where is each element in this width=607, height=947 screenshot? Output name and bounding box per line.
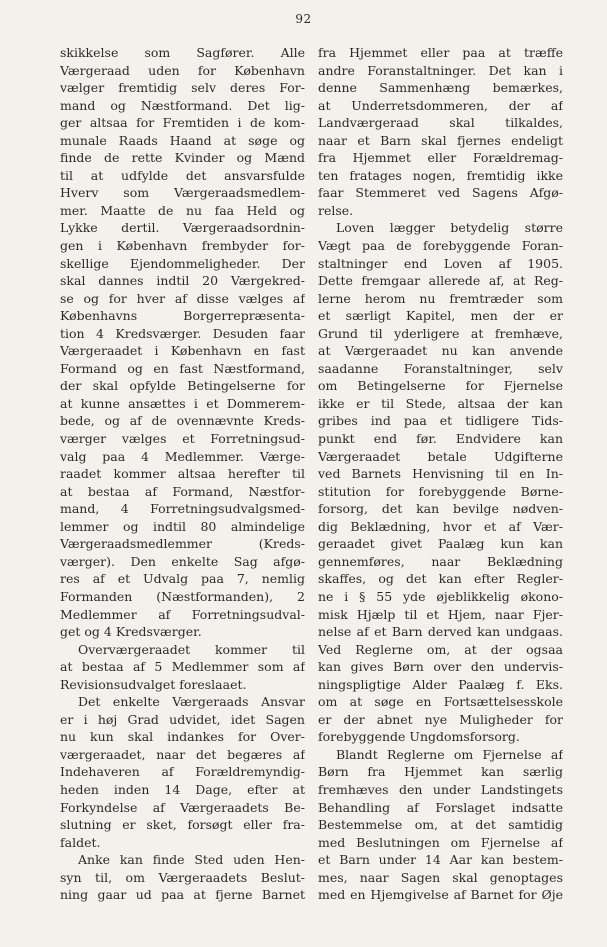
text-line: finde de rette Kvinder og Mænd	[60, 150, 305, 166]
text-line: fra Hjemmet eller Forældremag-	[318, 150, 563, 166]
text-line: staltninger end Loven af 1905.	[318, 255, 563, 271]
text-line: Formand og en fast Næstformand,	[60, 360, 305, 376]
text-line: er i høj Grad udvidet, idet Sagen	[60, 711, 305, 727]
text-line: Værgeraadet betale Udgifterne	[318, 448, 563, 464]
left-text-column	[60, 44, 305, 904]
text-line: Værgeraadet i København en fast	[60, 343, 305, 359]
text-line: Formanden (Næstformanden), 2	[60, 588, 305, 604]
text-line: mand og Næstformand. Det lig-	[60, 97, 305, 113]
text-line: stitution for forebyggende Børne-	[318, 483, 563, 499]
text-line: Landværgeraad skal tilkaldes,	[318, 115, 563, 131]
text-line: tion 4 Kredsværger. Desuden faar	[60, 325, 305, 341]
text-line: et særligt Kapitel, men der er	[318, 308, 563, 324]
text-line: at bestaa af 5 Medlemmer som af	[60, 659, 305, 675]
text-line: naar et Barn skal fjernes endeligt	[318, 132, 563, 148]
text-line: gen i København frembyder for-	[60, 238, 305, 254]
text-line: punkt end før. Endvidere kan	[318, 431, 563, 447]
text-line: ne i § 55 yde øjeblikkelig økono-	[318, 588, 563, 604]
text-line: Ved Reglerne om, at der ogsaa	[318, 641, 563, 657]
text-line: lemmer og indtil 80 almindelige	[60, 518, 305, 534]
text-line: Københavns Borgerrepræsenta-	[60, 308, 305, 324]
text-line: at Underretsdommeren, der af	[318, 97, 563, 113]
text-line: bede, og af de ovennævnte Kreds-	[60, 413, 305, 429]
text-line: nu kun skal indankes for Over-	[60, 729, 305, 745]
text-line: heden inden 14 Dage, efter at	[60, 781, 305, 797]
text-line: at Værgeraadet nu kan anvende	[318, 343, 563, 359]
text-line: ningspligtige Alder Paalæg f. Eks.	[318, 676, 563, 692]
text-line: Loven lægger betydelig større	[336, 220, 563, 236]
text-line: Børn fra Hjemmet kan særlig	[318, 764, 563, 780]
text-line: fremhæves den under Landstingets	[318, 781, 563, 797]
text-line: Indehaveren af Forældremyndig-	[60, 764, 305, 780]
text-line: Forkyndelse af Værgeraadets Be-	[60, 799, 305, 815]
text-line: Revisionsudvalget foreslaaet.	[60, 676, 247, 692]
text-line: med Beslutningen om Fjernelse af	[318, 834, 563, 850]
text-line: skellige Ejendommeligheder. Der	[60, 255, 305, 271]
text-line: Overværgeraadet kommer til	[78, 641, 305, 657]
text-line: at bestaa af Formand, Næstfor-	[60, 483, 305, 499]
text-line: mer. Maatte de nu faa Held og	[60, 202, 305, 218]
text-line: misk Hjælp til et Hjem, naar Fjer-	[318, 606, 563, 622]
text-line: med en Hjemgivelse af Barnet for Øje	[318, 887, 563, 903]
text-line: mand, 4 Forretningsudvalgsmed-	[60, 501, 305, 517]
text-line: gribes ind paa et tidligere Tids-	[318, 413, 563, 429]
text-line: værger vælges et Forretningsud-	[60, 431, 305, 447]
text-line: er der abnet nye Muligheder for	[318, 711, 563, 727]
text-line: gennemføres, naar Beklædning	[318, 553, 563, 569]
text-line: ning gaar ud paa at fjerne Barnet	[60, 887, 305, 903]
text-line: skikkelse som Sagfører. Alle	[60, 45, 305, 60]
text-line: Det enkelte Værgeraads Ansvar	[78, 694, 305, 710]
text-line: Anke kan finde Sted uden Hen-	[78, 852, 305, 868]
text-line: lerne herom nu fremtræder som	[318, 290, 563, 306]
text-line: Vægt paa de forebyggende Foran-	[318, 238, 563, 254]
text-line: Blandt Reglerne om Fjernelse af	[336, 746, 563, 762]
text-line: andre Foranstaltninger. Det kan i	[318, 62, 563, 78]
text-line: denne Sammenhæng bemærkes,	[318, 80, 563, 96]
text-line: valg paa 4 Medlemmer. Værge-	[60, 448, 305, 464]
right-text-column	[318, 44, 563, 904]
text-line: vælger fremtidig selv deres For-	[60, 80, 305, 96]
text-line: Behandling af Forslaget indsatte	[318, 799, 563, 815]
text-line: se og for hver af disse vælges af	[60, 290, 305, 306]
text-line: get og 4 Kredsværger.	[60, 624, 202, 640]
text-line: Bestemmelse om, at det samtidig	[318, 817, 563, 833]
page-number: 92	[295, 12, 312, 26]
text-line: skaffes, og det kan efter Regler-	[318, 571, 563, 587]
text-line: ved Barnets Henvisning til en In-	[318, 466, 563, 482]
text-line: Grund til yderligere at fremhæve,	[318, 325, 563, 341]
text-line: Hverv som Værgeraadsmedlem-	[60, 185, 305, 201]
text-line: kan gives Børn over den undervis-	[318, 659, 563, 675]
text-line: nelse af et Barn derved kan undgaas.	[318, 624, 563, 640]
text-line: at kunne ansættes i et Dommerem-	[60, 395, 305, 411]
text-line: faldet.	[60, 834, 101, 850]
text-line: saadanne Foranstaltninger, selv	[318, 360, 563, 376]
text-line: geraadet givet Paalæg kun kan	[318, 536, 563, 552]
text-line: slutning er sket, forsøgt eller fra-	[60, 817, 305, 833]
text-line: Dette fremgaar allerede af, at Reg-	[318, 273, 563, 289]
text-line: syn til, om Værgeraadets Beslut-	[60, 869, 305, 885]
text-line: relse.	[318, 202, 354, 218]
text-line: til at udfylde det ansvarsfulde	[60, 167, 305, 183]
text-line: munale Raads Haand at søge og	[60, 132, 305, 148]
text-line: raadet kommer altsaa herefter til	[60, 466, 305, 482]
text-line: Lykke dertil. Værgeraadsordnin-	[60, 220, 305, 236]
text-line: dig Beklædning, hvor et af Vær-	[318, 518, 563, 534]
text-line: ger altsaa for Fremtiden i de kom-	[60, 115, 305, 131]
text-line: om at søge en Fortsættelsesskole	[318, 694, 563, 710]
text-line: Medlemmer af Forretningsudval-	[60, 606, 305, 622]
text-line: om Betingelserne for Fjernelse	[318, 378, 563, 394]
text-line: ten fratages nogen, fremtidig ikke	[318, 167, 563, 183]
text-line: res af et Udvalg paa 7, nemlig	[60, 571, 305, 587]
text-line: faar Stemmeret ved Sagens Afgø-	[318, 185, 563, 201]
text-line: skal dannes indtil 20 Værgekred-	[60, 273, 305, 289]
text-line: værger). Den enkelte Sag afgø-	[60, 553, 305, 569]
text-line: ikke er til Stede, altsaa der kan	[318, 395, 563, 411]
text-line: et Barn under 14 Aar kan bestem-	[318, 852, 563, 868]
text-line: mes, naar Sagen skal genoptages	[318, 869, 563, 885]
text-line: forebyggende Ungdomsforsorg.	[318, 729, 520, 745]
text-line: værgeraadet, naar det begæres af	[60, 746, 305, 762]
text-line: der skal opfylde Betingelserne for	[60, 378, 305, 394]
text-line: fra Hjemmet eller paa at træffe	[318, 45, 563, 60]
text-line: Værgeraadsmedlemmer (Kreds-	[60, 536, 305, 552]
text-line: Værgeraad uden for København	[60, 62, 305, 78]
text-line: forsorg, det kan bevilge nødven-	[318, 501, 563, 517]
